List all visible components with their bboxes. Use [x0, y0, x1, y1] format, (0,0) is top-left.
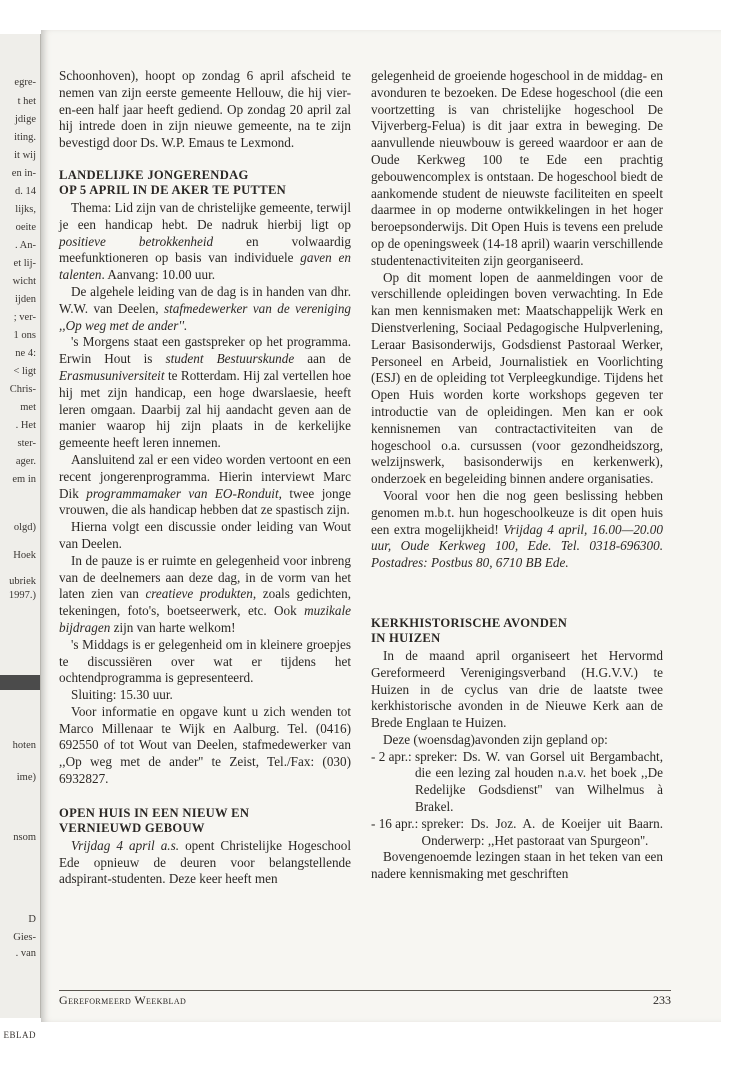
page-number: 233: [653, 993, 671, 1007]
left-column: [59, 68, 351, 888]
continued-paragraph: gelegenheid de groeiende hogeschool in de middag- en avonduren te bezoeken. De Edese hogeschool (die een voortzetting is van christelijke hogeschool De Vijverberg-Felua) is dit jaar extra in beweging. De aanvullende nieuwbouw is gereed waardoor er aan de Oude Kerkweg 100 te Ede een prachtig gebouwencomplex is ontstaan. De hogeschool biedt de aankomende student de nieuwste faciliteiten en speelt daarmee in op moderne ontwikkelingen in het hoger beroepsonderwijs. Dit Open Huis is tevens een prelude op de openingsweek (14-18 april) waarin verschillende studentenactiviteiten zijn georganiseerd.: [371, 68, 663, 268]
prev-page-fragment: it wij: [14, 150, 36, 161]
prev-page-fragment: et lij-: [13, 258, 36, 269]
prev-page-fragment: egre-: [14, 77, 36, 88]
prev-page-fragment: D: [28, 914, 36, 925]
paragraph: In de pauze is er ruimte en gelegenheid voor inbreng van de deelnemers aan deze dag, in de vorm van het laten zien van creatieve produkten, zoals gedichten, tekeningen, foto's, boetseerwerk, etc. Ook muzikale bijdragen zijn van harte welkom!: [59, 552, 352, 635]
prev-page-fragment: t het: [17, 96, 36, 107]
prev-page-fragment: nsom: [13, 832, 36, 843]
publication-name: Gereformeerd Weekblad: [59, 993, 187, 1007]
section-heading-jongerendag: LANDELIJKE JONGERENDAG OP 5 APRIL IN DE AKER TE PUTTEN: [59, 167, 287, 197]
right-column: [371, 68, 663, 883]
prev-page-fragment: wicht: [12, 276, 36, 287]
paragraph: Thema: Lid zijn van de christelijke gemeente, terwijl je een handicap hebt. De nadruk hierbij ligt op positieve betrokkenheid en volwaardig meefunktioneren op basis van individuele gaven en talenten. Aanvang: 10.00 uur.: [59, 199, 351, 283]
list-item: - 2 apr.: spreker: Ds. W. van Gorsel uit Bergambacht, die een lezing zal houden n.a.v. het boek ,,De Redelijke Godsdienst'' van Wilhelmus à Brakel.: [371, 748, 663, 815]
intro-paragraph: Schoonhoven), hoopt op zondag 6 april afscheid te nemen van zijn eerste gemeente Hellouw, die hij vier-en-een half jaar heeft gediend. Op zondag 20 april zal hij intrede doen in zijn nieuwe gemeente, na te zijn bevestigd door Ds. W.P. Emaus te Lexmond.: [59, 68, 351, 151]
prev-page-fragment: ster-: [17, 438, 36, 449]
list-item: - 16 apr.: spreker: Ds. Joz. A. de Koeijer uit Baarn. Onderwerp: ,,Het pastoraat van Spurgeon''.: [371, 815, 663, 848]
prev-page-fragment: olgd): [13, 522, 36, 533]
previous-page-footer: EBLAD: [3, 1030, 36, 1040]
prev-page-fragment: . An-: [15, 240, 36, 251]
paragraph: Vrijdag 4 april a.s. opent Christelijke Hogeschool Ede opnieuw de deuren voor belangstellende adspirant-studenten. Deze keer heeft men: [59, 837, 351, 887]
prev-page-fragment: < ligt: [13, 366, 36, 377]
prev-page-fragment: ager.: [15, 456, 36, 467]
paragraph: Aansluitend zal er een video worden vertoont en een recent jongerenprogramma. Hierin interviewt Marc Dik programmamaker van EO-Ronduit, twee jonge vrouwen, die als handicap hebben dat ze spastisch zijn.: [59, 451, 351, 518]
paragraph: De algehele leiding van de dag is in handen van dhr. W.W. van Deelen, stafmedewerker van de vereniging ,,Op weg met de ander''.: [59, 283, 352, 333]
previous-page-edge: [0, 34, 41, 1040]
prev-page-fragment: d. 14: [15, 186, 36, 197]
prev-page-fragment: en in-: [11, 168, 36, 179]
dark-bar: [0, 675, 40, 690]
magazine-page: [41, 30, 721, 1022]
paragraph: Vooral voor hen die nog geen beslissing hebben genomen m.b.t. hun hogeschoolkeuze is dit open huis een extra mogelijkheid! Vrijdag 4 april, 16.00—20.00 uur, Oude Kerkweg 100, Ede. Tel. 0318-696300. Postadres: Postbus 80, 6710 BB Ede.: [371, 487, 663, 571]
paragraph: Voor informatie en opgave kunt u zich wenden tot Marco Millenaar te Wijk en Aalburg. Tel. (0416) 692550 of tot Wout van Deelen, stafmedewerker van ,,Op weg met de ander'' te Zeist, Tel./Fax: (030) 6932827.: [59, 703, 351, 787]
prev-page-fragment: jdige: [15, 114, 36, 125]
prev-page-fragment: ne 4:: [15, 348, 36, 359]
prev-page-fragment: em in: [12, 474, 36, 485]
prev-page-fragment: . van: [15, 948, 36, 959]
prev-page-fragment: lijks,: [15, 204, 36, 215]
section-heading-kerkhistorische: KERKHISTORISCHE AVONDEN IN HUIZEN: [371, 615, 568, 645]
prev-page-fragment: 1 ons: [13, 330, 36, 341]
prev-page-fragment: ijden: [15, 294, 36, 305]
prev-page-fragment: ime): [16, 772, 36, 783]
prev-page-fragment: iting.: [14, 132, 36, 143]
prev-page-fragment: 1997.): [8, 590, 36, 601]
prev-page-fragment: ubriek: [9, 576, 36, 587]
prev-page-fragment: met: [20, 402, 36, 413]
paragraph: 's Morgens staat een gastspreker op het programma. Erwin Hout is student Bestuurskunde aan de Erasmusuniversiteit te Rotterdam. Hij zal vertellen hoe hij met zijn handicap, een hoge dwarslaesie, heeft leren omgaan. Daarbij zal hij aandacht geven aan de manier waarop hij zijn plaats in de kerkelijke gemeente heeft leren innemen.: [59, 334, 351, 451]
prev-page-fragment: Chris-: [9, 384, 36, 395]
prev-page-fragment: hoten: [12, 740, 36, 751]
paragraph: Sluiting: 15.30 uur.: [71, 687, 173, 703]
prev-page-fragment: . Het: [15, 420, 36, 431]
paragraph: In de maand april organiseert het Hervormd Gereformeerd Verenigingsverband (H.G.V.V.) te Huizen in de cyclus van drie de laatste twee kerkhistorische avonden in de Nieuwe Kerk aan de Brede Englaan te Huizen.: [371, 647, 663, 731]
section-heading-open-huis: OPEN HUIS IN EEN NIEUW EN VERNIEUWD GEBOUW: [59, 805, 250, 835]
paragraph: 's Middags is er gelegenheid om in kleinere groepjes te discussiëren over wat er tijdens het ochtendprogramma is gepresenteerd.: [59, 636, 351, 686]
prev-page-fragment: ; ver-: [13, 312, 36, 323]
paragraph: Bovengenoemde lezingen staan in het teken van een nadere kennismaking met geschriften: [371, 849, 663, 882]
page-footer: [59, 990, 671, 1008]
paragraph: Deze (woensdag)avonden zijn gepland op:: [383, 731, 608, 747]
prev-page-fragment: oeite: [15, 222, 36, 233]
paragraph: Op dit moment lopen de aanmeldingen voor de verschillende opleidingen boven verwachting. In Ede kan men kennismaken met: Maatschappelijk Werk en Dienstverlening, Sociaal Pedagogische Hulpverlening, Leraar Basisonderwijs, Godsdienst Pastoraal Werker, Personeel en Arbeid, Journalistiek en Voorlichting (ESJ) en de opleiding tot Verpleegkundige. Tijdens het Open Huis worden korte workshops gegeven ter introductie van de opleidingen. Men kan er ook kennisnemen van contractactiviteiten van de hogeschool o.a. cursussen (voor gezondheidszorg, welzijnswerk, basisonderwijs en kerkenwerk), onderzoek en begeleiding binnen andere organisaties.: [371, 269, 663, 487]
prev-page-fragment: Hoek: [13, 550, 36, 561]
prev-page-fragment: Gies-: [13, 932, 36, 943]
paragraph: Hierna volgt een discussie onder leiding van Wout van Deelen.: [59, 519, 351, 551]
